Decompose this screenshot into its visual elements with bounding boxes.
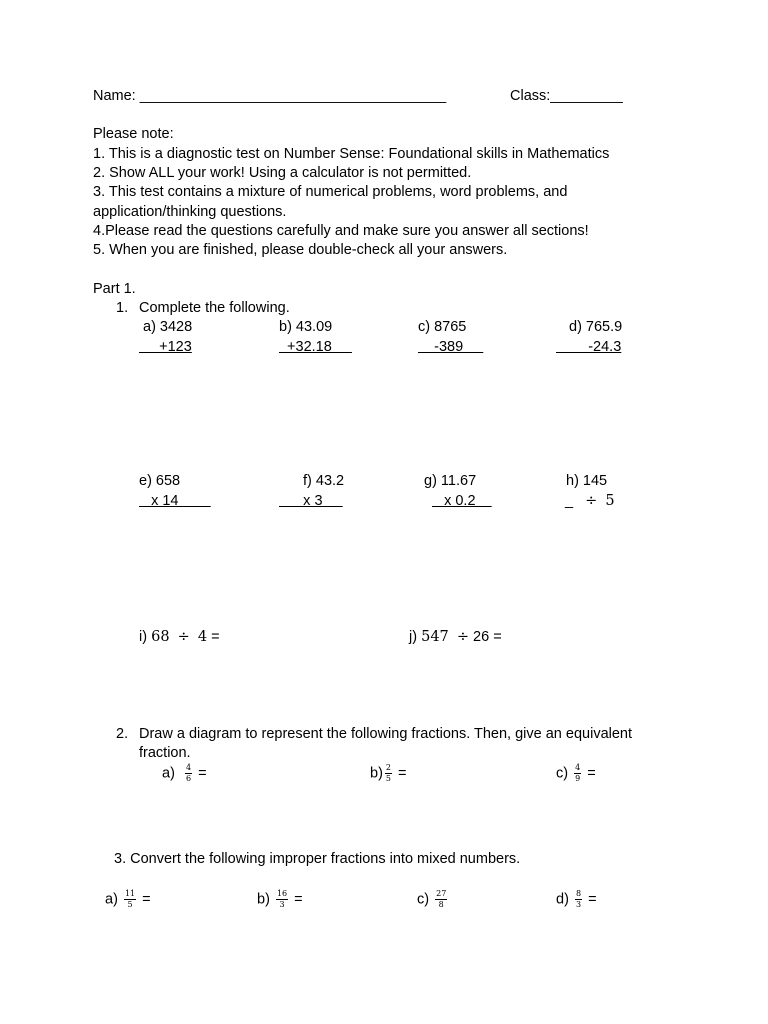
q2a [162, 764, 207, 783]
q1c-bottom: -389 [418, 339, 484, 355]
q1b-bottom: +32.18 [279, 339, 352, 355]
note-line-2: 2. Show ALL your work! Using a calculator is not permitted. [93, 165, 472, 181]
q1i [139, 629, 220, 646]
q3c-label: c) [417, 891, 430, 908]
fraction: $\frac{11}{5}$ [124, 889, 136, 909]
q1d-top: d) 765.9 [569, 319, 623, 335]
q3d-eq: = [588, 891, 597, 908]
notes-heading: Please note: [93, 126, 174, 142]
fraction: $\frac{4}{9}$ [575, 763, 581, 783]
class-label: Class: [510, 88, 551, 104]
divide-symbol: ÷ [456, 629, 469, 645]
q1j-label: j) [409, 629, 422, 645]
class-line [510, 88, 623, 105]
q3b-eq: = [294, 891, 303, 908]
q3-text: 3. Convert the following improper fractions into mixed numbers. [114, 851, 521, 867]
q1i-a: 68 [151, 629, 170, 645]
q2b-eq: = [398, 765, 407, 782]
q1-text: Complete the following. [139, 300, 290, 316]
note-line-4: 4.Please read the questions carefully and make sure you answer all sections! [93, 223, 589, 239]
q1e-bottom: x 14 [139, 493, 211, 509]
q1g-top: g) 11.67 [424, 473, 477, 489]
q1e-top: e) 658 [139, 473, 181, 489]
q1j-b: 26 = [473, 629, 502, 645]
name-blank[interactable]: ______________________________________ [139, 88, 447, 104]
note-line-3: 3. This test contains a mixture of numerical problems, word problems, and [93, 184, 568, 200]
q3a-label: a) [105, 891, 118, 908]
q1i-b: 4 [197, 629, 208, 645]
q1i-label: i) [139, 629, 152, 645]
fraction: $\frac{16}{3}$ [276, 889, 288, 909]
q3b [257, 890, 303, 909]
q1a-top: a) 3428 [143, 319, 193, 335]
q2b [370, 764, 407, 783]
q2-text-line2: fraction. [139, 745, 191, 761]
q3c [417, 890, 449, 909]
fraction: $\frac{4}{6}$ [185, 763, 192, 783]
fraction: $\frac{8}{3}$ [575, 889, 582, 909]
q1f-top: f) 43.2 [303, 473, 345, 489]
fraction: $\frac{27}{8}$ [436, 889, 447, 909]
name-line [93, 88, 446, 105]
q1j [409, 629, 502, 646]
q3a [105, 890, 151, 909]
note-line-1: 1. This is a diagnostic test on Number Sense: Foundational skills in Mathematics [93, 146, 610, 162]
q3d-label: d) [556, 891, 569, 908]
name-label: Name: [93, 88, 140, 104]
divide-symbol: ÷ [585, 493, 598, 509]
q1g-bottom: x 0.2 [432, 493, 492, 509]
q2-text-line1: Draw a diagram to represent the following fractions. Then, give an equivalent [139, 726, 633, 742]
q2c-eq: = [587, 765, 596, 782]
q3d [556, 890, 597, 909]
q1d-bottom: -24.3 [556, 339, 622, 355]
q1a-bottom: +123 [139, 339, 192, 355]
q1-number: 1. [116, 300, 129, 316]
q2a-eq: = [198, 765, 207, 782]
q2c-label: c) [556, 765, 569, 782]
q1h-blank: _ [565, 493, 574, 509]
q2c [556, 764, 596, 783]
part1-heading: Part 1. [93, 281, 136, 297]
q3a-eq: = [142, 891, 151, 908]
q1h-divisor: 5 [605, 493, 615, 509]
note-line-5: 5. When you are finished, please double-check all your answers. [93, 242, 508, 258]
q1i-eq: = [207, 629, 220, 645]
q1b-top: b) 43.09 [279, 319, 333, 335]
q2a-label: a) [162, 765, 175, 782]
q1h-top: h) 145 [566, 473, 608, 489]
class-blank[interactable]: _________ [550, 88, 623, 104]
q1f-bottom: x 3 [279, 493, 343, 509]
q2-number: 2. [116, 726, 129, 742]
divide-symbol: ÷ [177, 629, 190, 645]
q1j-a: 547 [421, 629, 449, 645]
note-line-3-cont: application/thinking questions. [93, 204, 287, 220]
q1h-bottom [565, 493, 615, 510]
q3b-label: b) [257, 891, 270, 908]
fraction: $\frac{2}{5}$ [385, 763, 391, 783]
q2b-label: b) [370, 765, 383, 782]
q1c-top: c) 8765 [418, 319, 467, 335]
